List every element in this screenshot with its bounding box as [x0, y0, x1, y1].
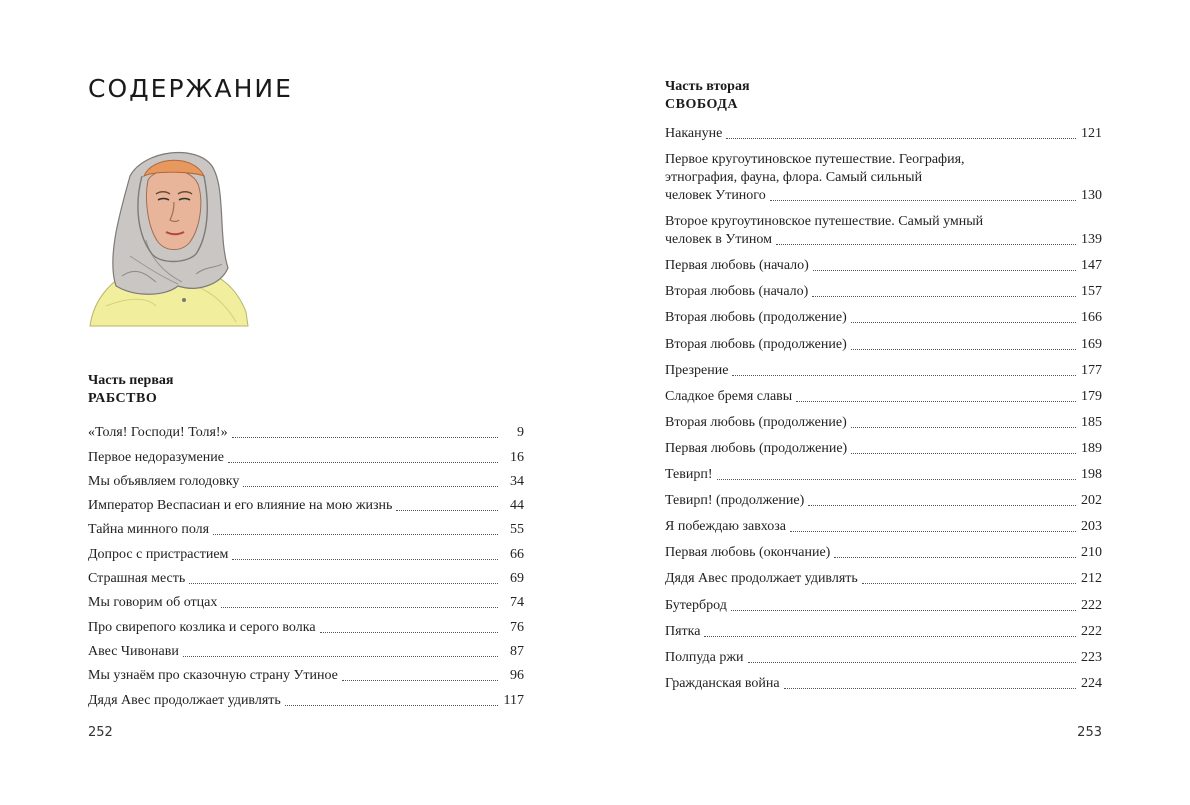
- toc-entry[interactable]: [88, 467, 524, 491]
- toc-entry-title: Сладкое бремя славы: [665, 388, 793, 404]
- leader-dots: [796, 401, 1076, 402]
- toc-entry-page: 66: [510, 546, 524, 562]
- toc-entry-title-line: этнография, фауна, флора. Самый сильный: [665, 170, 923, 186]
- toc-entry-page: 223: [1081, 649, 1102, 665]
- toc-entry[interactable]: [88, 539, 524, 563]
- leader-dots: [770, 200, 1076, 201]
- toc-part-one: [88, 418, 524, 710]
- toc-entry-page: 34: [510, 473, 524, 489]
- toc-entry-title-line: человек Утиного: [665, 188, 766, 204]
- toc-entry[interactable]: [88, 588, 524, 612]
- leader-dots: [813, 270, 1076, 271]
- leader-dots: [731, 610, 1076, 611]
- toc-entry-title: Тевирп! (продолжение): [665, 493, 805, 509]
- toc-entry[interactable]: [665, 675, 1102, 693]
- part-one-label: Часть первая: [88, 373, 174, 388]
- toc-entry-page: 157: [1081, 284, 1102, 300]
- toc-entry-title: Авес Чивонави: [88, 643, 179, 659]
- leader-dots: [776, 244, 1076, 245]
- toc-part-two: [665, 125, 1102, 701]
- part-two-label: Часть вторая: [665, 79, 750, 94]
- toc-entry[interactable]: [88, 661, 524, 685]
- toc-entry-page: 185: [1081, 414, 1102, 430]
- toc-entry[interactable]: [88, 418, 524, 442]
- toc-entry-page: 189: [1081, 440, 1102, 456]
- leader-dots: [342, 680, 498, 681]
- toc-entry[interactable]: [665, 362, 1102, 380]
- toc-entry[interactable]: [665, 151, 1102, 205]
- toc-entry[interactable]: [665, 518, 1102, 536]
- leader-dots: [834, 557, 1076, 558]
- leader-dots: [320, 632, 498, 633]
- toc-entry[interactable]: [88, 564, 524, 588]
- toc-entry-page: 55: [510, 522, 524, 538]
- toc-entry-page: 139: [1081, 232, 1102, 248]
- toc-entry-page: 210: [1081, 545, 1102, 561]
- toc-entry-page: 222: [1081, 597, 1102, 613]
- toc-entry[interactable]: [88, 442, 524, 466]
- leader-dots: [396, 510, 498, 511]
- toc-entry-title: Страшная месть: [88, 571, 186, 587]
- leader-dots: [784, 688, 1076, 689]
- toc-entry-title: Вторая любовь (продолжение): [665, 414, 847, 430]
- leader-dots: [748, 662, 1076, 663]
- toc-entry-title: Презрение: [665, 362, 729, 378]
- toc-entry[interactable]: [88, 491, 524, 515]
- leader-dots: [232, 559, 498, 560]
- leader-dots: [808, 505, 1076, 506]
- toc-entry-title: Полпуда ржи: [665, 649, 744, 665]
- toc-entry-page: 179: [1081, 388, 1102, 404]
- leader-dots: [704, 636, 1076, 637]
- toc-entry[interactable]: [88, 637, 524, 661]
- toc-entry[interactable]: [665, 388, 1102, 406]
- toc-entry[interactable]: [665, 649, 1102, 667]
- toc-entry[interactable]: [665, 257, 1102, 275]
- leader-dots: [851, 322, 1076, 323]
- leader-dots: [851, 427, 1076, 428]
- toc-entry-page: 166: [1081, 310, 1102, 326]
- toc-entry-title: Первая любовь (начало): [665, 258, 809, 274]
- leader-dots: [851, 453, 1076, 454]
- toc-entry-title: Про свирепого козлика и серого волка: [88, 619, 316, 635]
- leader-dots: [232, 437, 498, 438]
- toc-entry-page: 74: [510, 595, 524, 611]
- leader-dots: [189, 583, 498, 584]
- page-number-left: 252: [88, 725, 113, 740]
- toc-entry-title-line: Первое кругоутиновское путешествие. География,: [665, 152, 965, 168]
- portrait-illustration: [86, 136, 250, 328]
- toc-entry[interactable]: [88, 515, 524, 539]
- toc-entry[interactable]: [665, 597, 1102, 615]
- toc-entry-title: Мы говорим об отцах: [88, 595, 218, 611]
- toc-entry-page: 222: [1081, 623, 1102, 639]
- leader-dots: [732, 375, 1076, 376]
- part-one-heading: [88, 372, 173, 408]
- part-one-name: РАБСТВО: [88, 391, 158, 406]
- toc-entry-title: Вторая любовь (начало): [665, 284, 809, 300]
- toc-entry-page: 44: [510, 498, 524, 514]
- toc-entry-title: Мы узнаём про сказочную страну Утиное: [88, 668, 338, 684]
- toc-entry-page: 87: [510, 643, 524, 659]
- toc-entry[interactable]: [88, 612, 524, 636]
- toc-entry[interactable]: [665, 125, 1102, 143]
- toc-entry-page: 76: [510, 619, 524, 635]
- toc-entry-page: 117: [503, 692, 524, 708]
- toc-entry-title: Первая любовь (продолжение): [665, 440, 848, 456]
- toc-entry-title: Дядя Авес продолжает удивлять: [665, 571, 858, 587]
- toc-entry[interactable]: [665, 336, 1102, 354]
- leader-dots: [717, 479, 1077, 480]
- toc-entry-page: 212: [1081, 571, 1102, 587]
- leader-dots: [221, 607, 498, 608]
- toc-entry-title: Пятка: [665, 623, 701, 639]
- leader-dots: [183, 656, 498, 657]
- toc-entry-title: Бутерброд: [665, 597, 727, 613]
- toc-entry[interactable]: [665, 309, 1102, 327]
- leader-dots: [726, 138, 1076, 139]
- leader-dots: [213, 534, 498, 535]
- toc-entry-page: 121: [1081, 126, 1102, 141]
- page-number-right: 253: [1077, 725, 1102, 740]
- toc-entry[interactable]: [665, 414, 1102, 432]
- toc-entry-title: Император Веспасиан и его влияние на мою жизнь: [88, 498, 393, 514]
- leader-dots: [228, 462, 498, 463]
- toc-entry-title-line: человек в Утином: [665, 232, 773, 248]
- toc-entry-page: 198: [1081, 467, 1102, 483]
- leader-dots: [851, 349, 1076, 350]
- toc-entry-title: Я побеждаю завхоза: [665, 519, 787, 535]
- contents-title: СОДЕРЖАНИЕ: [88, 74, 293, 103]
- toc-entry[interactable]: [88, 685, 524, 709]
- part-two-heading: [665, 78, 750, 114]
- toc-entry-page: 16: [510, 449, 524, 465]
- toc-entry-title: Тевирп!: [665, 467, 713, 483]
- toc-entry-title: Вторая любовь (продолжение): [665, 310, 847, 326]
- toc-entry[interactable]: [665, 544, 1102, 562]
- leader-dots: [862, 583, 1076, 584]
- toc-entry-title: Первая любовь (окончание): [665, 545, 831, 561]
- toc-entry[interactable]: [665, 623, 1102, 641]
- toc-entry[interactable]: [665, 570, 1102, 588]
- toc-entry-page: 203: [1081, 519, 1102, 535]
- toc-entry-title: Гражданская война: [665, 675, 780, 691]
- toc-entry-page: 130: [1081, 188, 1102, 204]
- toc-entry[interactable]: [665, 466, 1102, 484]
- leader-dots: [285, 705, 498, 706]
- toc-entry-title: Тайна минного поля: [88, 522, 210, 538]
- toc-entry-page: 96: [510, 668, 524, 684]
- toc-entry-title: Вторая любовь (продолжение): [665, 336, 847, 352]
- part-two-name: СВОБОДА: [665, 97, 738, 112]
- toc-entry-title: Накануне: [665, 126, 723, 141]
- leader-dots: [812, 296, 1076, 297]
- toc-entry-page: 147: [1081, 258, 1102, 274]
- toc-entry-title: «Толя! Господи! Толя!»: [88, 425, 228, 441]
- toc-entry[interactable]: [665, 213, 1102, 249]
- toc-entry-title: Мы объявляем голодовку: [88, 473, 240, 489]
- toc-entry-title: Допрос с пристрастием: [88, 546, 229, 562]
- leader-dots: [243, 486, 498, 487]
- toc-entry-page: 224: [1081, 675, 1102, 691]
- toc-entry-page: 177: [1081, 362, 1102, 378]
- leader-dots: [790, 531, 1076, 532]
- toc-entry[interactable]: [665, 440, 1102, 458]
- toc-entry-page: 69: [510, 571, 524, 587]
- toc-entry-page: 9: [517, 425, 524, 441]
- toc-entry[interactable]: [665, 283, 1102, 301]
- toc-entry-page: 202: [1081, 493, 1102, 509]
- toc-entry-page: 169: [1081, 336, 1102, 352]
- toc-entry-title-line: Второе кругоутиновское путешествие. Самый умный: [665, 214, 984, 230]
- toc-entry[interactable]: [665, 492, 1102, 510]
- toc-entry-title: Первое недоразумение: [88, 449, 224, 465]
- toc-entry-title: Дядя Авес продолжает удивлять: [88, 692, 281, 708]
